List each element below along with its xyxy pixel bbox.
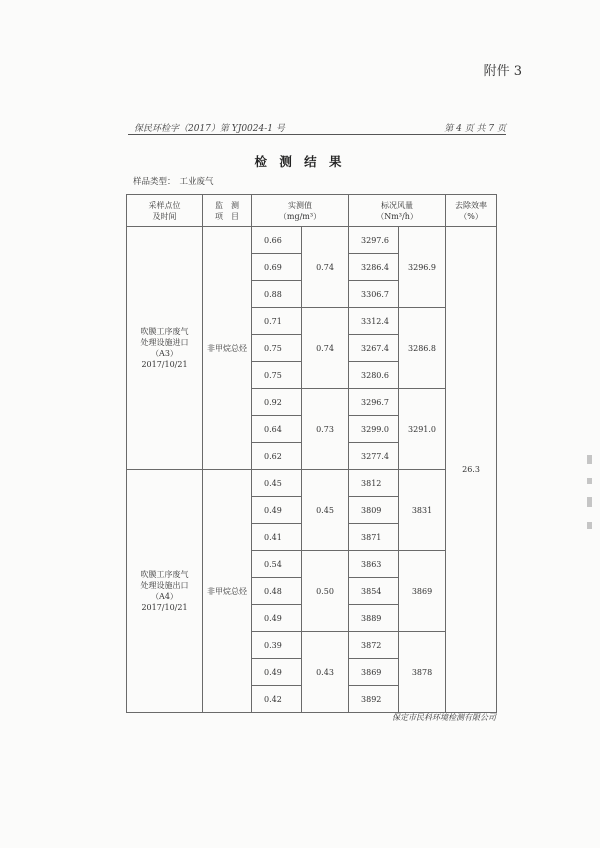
- measured-value: 0.49: [252, 497, 302, 524]
- measured-value: 0.71: [252, 308, 302, 335]
- header-measured: 实测值 （mg/m³）: [252, 195, 349, 227]
- table-row: [127, 470, 497, 497]
- measured-average: 0.45: [302, 470, 349, 551]
- measured-average: 0.73: [302, 389, 349, 470]
- measured-value: 0.49: [252, 605, 302, 632]
- header-efficiency: 去除效率 （%）: [446, 195, 497, 227]
- measured-value: 0.54: [252, 551, 302, 578]
- airflow-average: 3878: [399, 632, 446, 713]
- measured-value: 0.64: [252, 416, 302, 443]
- measured-value: 0.75: [252, 362, 302, 389]
- airflow-value: 3809: [349, 497, 399, 524]
- report-number: 保民环检字（2017）第 YJ0024-1 号: [134, 124, 285, 134]
- scan-mark: [587, 497, 592, 507]
- airflow-average: 3291.0: [399, 389, 446, 470]
- airflow-value: 3312.4: [349, 308, 399, 335]
- table-row: [127, 227, 497, 254]
- measured-value: 0.42: [252, 686, 302, 713]
- airflow-value: 3267.4: [349, 335, 399, 362]
- document-title: 检 测 结 果: [254, 154, 346, 169]
- header-row: [127, 195, 497, 227]
- measured-value: 0.45: [252, 470, 302, 497]
- airflow-average: 3869: [399, 551, 446, 632]
- measured-value: 0.75: [252, 335, 302, 362]
- monitoring-item: 非甲烷总烃: [203, 227, 252, 470]
- airflow-value: 3277.4: [349, 443, 399, 470]
- footer-company: 保定市民科环境检测有限公司: [392, 713, 496, 722]
- airflow-value: 3306.7: [349, 281, 399, 308]
- site-location: 吹膜工序废气 处理设施进口 （A3） 2017/10/21: [127, 227, 203, 470]
- airflow-value: 3869: [349, 659, 399, 686]
- airflow-value: 3871: [349, 524, 399, 551]
- measured-value: 0.62: [252, 443, 302, 470]
- sample-type-label: 样品类型：: [133, 177, 176, 187]
- measured-value: 0.48: [252, 578, 302, 605]
- header-item: 监 测 项 目: [203, 195, 252, 227]
- monitoring-item: 非甲烷总烃: [203, 470, 252, 713]
- measured-value: 0.69: [252, 254, 302, 281]
- airflow-value: 3863: [349, 551, 399, 578]
- measured-average: 0.74: [302, 308, 349, 389]
- airflow-value: 3280.6: [349, 362, 399, 389]
- airflow-average: 3286.8: [399, 308, 446, 389]
- removal-efficiency: 26.3: [446, 227, 497, 713]
- sample-type: [133, 175, 218, 187]
- airflow-value: 3872: [349, 632, 399, 659]
- measured-value: 0.39: [252, 632, 302, 659]
- airflow-average: 3296.9: [399, 227, 446, 308]
- airflow-value: 3286.4: [349, 254, 399, 281]
- airflow-value: 3299.0: [349, 416, 399, 443]
- airflow-value: 3297.6: [349, 227, 399, 254]
- measured-value: 0.92: [252, 389, 302, 416]
- results-table: [126, 194, 497, 713]
- measured-value: 0.41: [252, 524, 302, 551]
- scan-mark: [587, 455, 592, 464]
- site-location: 吹膜工序废气 处理设施出口 （A4） 2017/10/21: [127, 470, 203, 713]
- sample-type-value: 工业废气: [179, 177, 214, 187]
- airflow-average: 3831: [399, 470, 446, 551]
- airflow-value: 3812: [349, 470, 399, 497]
- measured-value: 0.66: [252, 227, 302, 254]
- header-divider: [128, 134, 506, 135]
- scan-mark: [587, 522, 592, 529]
- measured-value: 0.88: [252, 281, 302, 308]
- airflow-value: 3892: [349, 686, 399, 713]
- measured-average: 0.74: [302, 227, 349, 308]
- page-info: 第 4 页 共 7 页: [444, 124, 506, 134]
- measured-average: 0.50: [302, 551, 349, 632]
- attachment-label: 附件 3: [483, 64, 522, 79]
- airflow-value: 3889: [349, 605, 399, 632]
- header-location: 采样点位 及时间: [127, 195, 203, 227]
- measured-value: 0.49: [252, 659, 302, 686]
- airflow-value: 3296.7: [349, 389, 399, 416]
- scan-mark: [587, 478, 592, 484]
- measured-average: 0.43: [302, 632, 349, 713]
- header-airflow: 标况风量 （Nm³/h）: [349, 195, 446, 227]
- airflow-value: 3854: [349, 578, 399, 605]
